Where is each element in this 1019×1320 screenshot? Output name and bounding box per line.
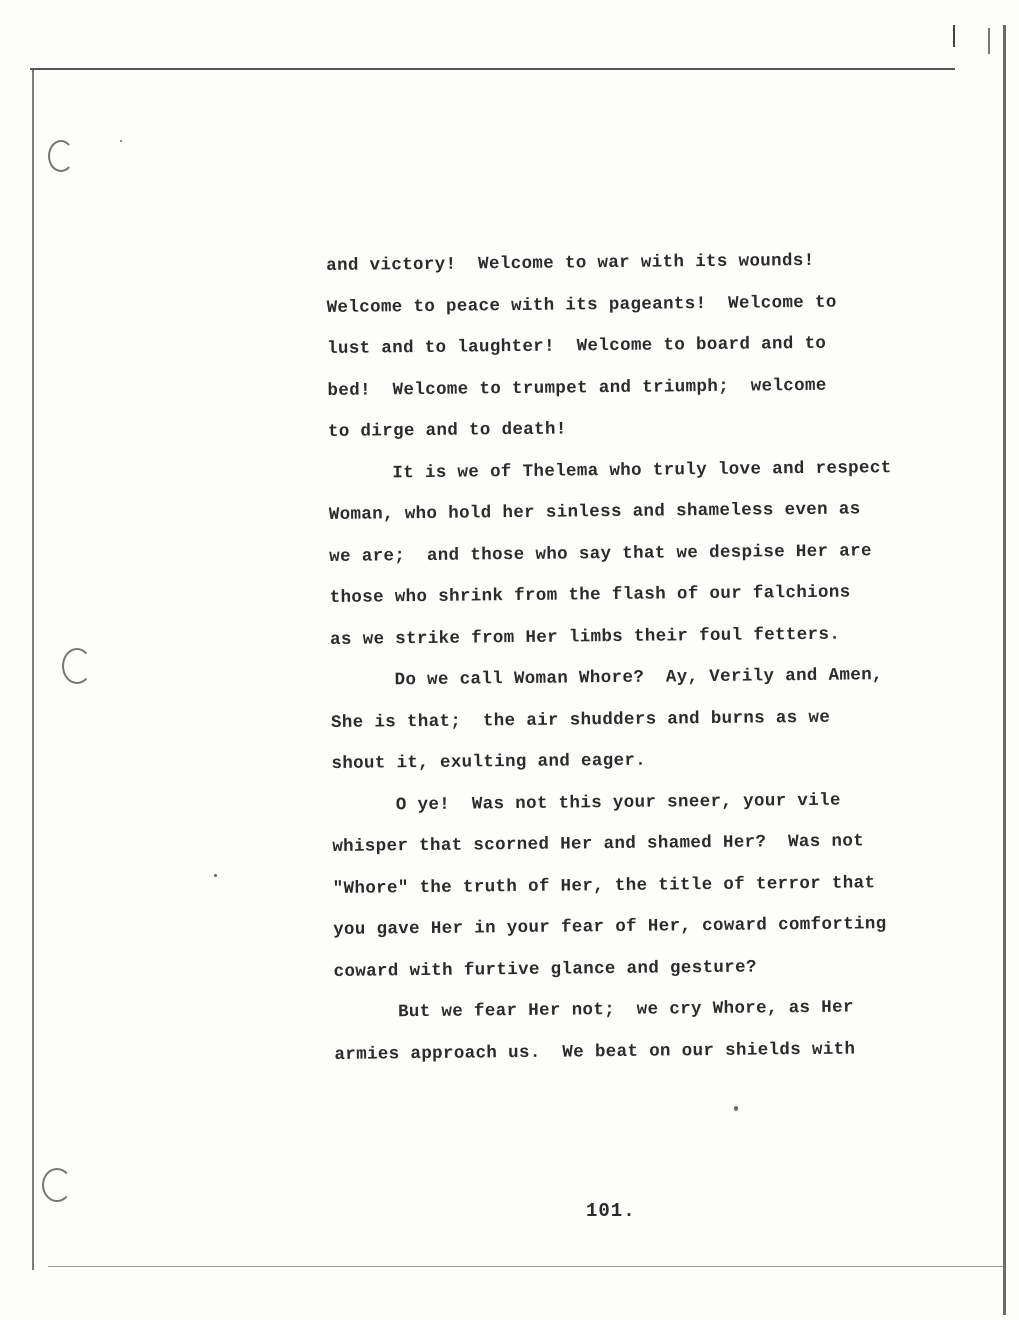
scan-border-bottom — [48, 1266, 1003, 1267]
scan-speck — [734, 1106, 738, 1111]
text-line: Woman, who hold her sinless and shameless even as — [328, 499, 861, 525]
scan-speck — [214, 874, 217, 877]
scan-speck — [120, 140, 122, 142]
text-line: to dirge and to death! — [327, 419, 567, 442]
text-line: armies approach us. We beat on our shields with — [334, 1039, 856, 1065]
text-line: Welcome to peace with its pageants! Welcome to — [326, 292, 837, 318]
paragraph-start-line: Do we call Woman Whore? Ay, Verily and Amen, — [394, 665, 883, 691]
paragraph-start-line: It is we of Thelema who truly love and respect — [392, 457, 892, 483]
page-number: 101. — [586, 1200, 636, 1222]
punch-hole-middle — [62, 648, 92, 684]
typed-body-text — [326, 239, 975, 1076]
text-line: as we strike from Her limbs their foul fetters. — [330, 624, 841, 650]
text-line: whisper that scorned Her and shamed Her? Was not — [332, 831, 865, 857]
text-line: and victory! Welcome to war with its wounds! — [326, 250, 815, 276]
text-line: coward with furtive glance and gesture? — [333, 957, 757, 982]
scan-border-top — [30, 68, 955, 70]
text-line: bed! Welcome to trumpet and triumph; welcome — [327, 375, 827, 401]
punch-hole-top — [48, 140, 74, 172]
scan-tick-mark — [953, 25, 955, 47]
text-line: we are; and those who say that we despise Her are — [329, 540, 872, 567]
text-line: "Whore" the truth of Her, the title of terror that — [332, 872, 876, 899]
scan-border-left — [32, 70, 34, 1270]
punch-hole-bottom — [42, 1168, 72, 1202]
text-line: those who shrink from the flash of our falchions — [329, 582, 851, 608]
scan-edge-mark — [988, 28, 990, 54]
text-line: She is that; the air shudders and burns as we — [330, 707, 831, 733]
text-line: lust and to laughter! Welcome to board and to — [326, 333, 827, 359]
text-line: you gave Her in your fear of Her, coward comforting — [333, 914, 887, 940]
paragraph-start-line: O ye! Was not this your sneer, your vile — [395, 790, 841, 815]
paragraph-start-line: But we fear Her not; we cry Whore, as Her — [397, 997, 854, 1023]
scan-border-right — [1003, 25, 1006, 1315]
text-line: shout it, exulting and eager. — [331, 750, 647, 774]
